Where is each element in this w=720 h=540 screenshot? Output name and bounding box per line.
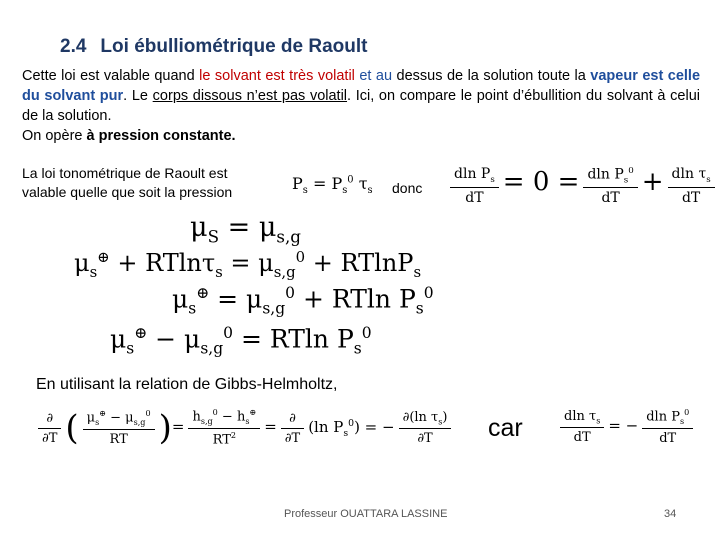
side-note-line: La loi tonométrique de Raoult est <box>22 165 228 181</box>
side-note <box>22 164 232 202</box>
donc-word: donc <box>392 180 423 196</box>
equation-mu-4: $\mu_s^\oplus - \mu_{s,g}^0 = RTln$ $P_s^0$ <box>110 324 372 358</box>
underlined-text: corps dissous n’est pas volatil <box>152 88 348 104</box>
section-number: 2.4 <box>60 36 87 57</box>
equation-gibbs-helmholtz: $\frac{\partial}{\partial T}$ ( $\frac{\mu_s^\oplus - \mu_{s,g}^0}{RT}$ )= $\frac{h_{s,g}^0 - h_s^\oplus}{RT^2}$ = $\frac{\partial}{\partial T}$ (ln $P_s^0$) = − $\frac{\partial(\ln \tau_s)}{\partial T}$ <box>34 408 455 448</box>
text-segment: . Ici, on compare le point d’ébullition du solvant à celui de la solution. <box>22 88 700 124</box>
text-segment: dessus de la solution toute la <box>392 68 591 84</box>
equation-derivative: $\frac{dln P_s}{dT}$ = 0 = $\frac{dln P_s^0}{dT}$ + $\frac{dln \tau_s}{dT}$ <box>446 166 719 206</box>
gibbs-helmholtz-text: En utilisant la relation de Gibbs-Helmholtz, <box>36 376 338 393</box>
equation-mu-3: $\mu_s^\oplus = \mu_{s,g}^0 + RTln$ $P_s^0$ <box>172 284 434 318</box>
bold-text: à pression constante. <box>86 128 236 144</box>
text-segment: . Le <box>123 88 153 104</box>
equation-car: $\frac{dln \tau_s}{dT}$ = − $\frac{dln P_s^0}{dT}$ <box>556 408 697 446</box>
equation-mu-2: $\mu_s^\oplus + RTln\tau_s = \mu_{s,g}^0 + RTlnP_s$ <box>74 248 422 281</box>
car-word: car <box>488 414 523 442</box>
highlight-blue-bold: vapeur est celle du solvant pur <box>22 68 701 104</box>
equation-raoult: $P_s = P_s^0$ $\tau_s$ <box>292 174 373 197</box>
intro-paragraph <box>22 66 700 146</box>
page-number: 34 <box>664 508 677 520</box>
highlight-blue: et au <box>354 68 393 84</box>
text-segment: Cette loi est valable quand <box>22 68 200 84</box>
section-title: Loi ébulliométrique de Raoult <box>100 36 368 57</box>
equation-mu-1: $\mu_S = \mu_{s,g}$ <box>190 212 301 247</box>
footer-author: Professeur OUATTARA LASSINE <box>284 508 448 520</box>
text-segment: On opère <box>22 128 87 144</box>
highlight-red: le solvant est très volatil <box>199 68 355 84</box>
slide-title <box>60 36 368 58</box>
side-note-line: valable quelle que soit la pression <box>22 184 233 200</box>
